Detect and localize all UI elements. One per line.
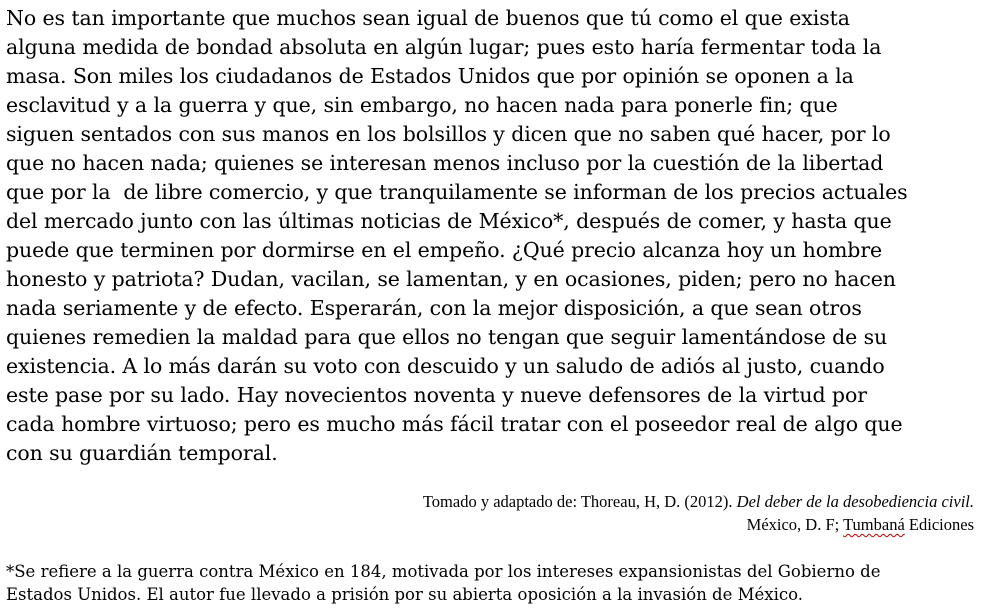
citation-publisher-flagged[interactable]: Tumbaná — [843, 515, 905, 534]
citation-prefix: Tomado y adaptado de: Thoreau, H, D. (2012). — [422, 492, 737, 511]
footnote-line: Estados Unidos. El autor fue llevado a prisión por su abierta oposición a la invasión de México. — [6, 585, 804, 604]
passage-line: masa. Son miles los ciudadanos de Estados Unidos que por opinión se oponen a la — [6, 64, 854, 88]
passage-line: alguna medida de bondad absoluta en algún lugar; pues esto haría fermentar toda la — [6, 35, 882, 59]
footnote — [6, 560, 978, 606]
passage-line: puede que terminen por dormirse en el empeño. ¿Qué precio alcanza hoy un hombre — [6, 238, 883, 262]
passage-line: que no hacen nada; quienes se interesan menos incluso por la cuestión de la libertad — [6, 151, 884, 175]
passage-line: que por la de libre comercio, y que tranquilamente se informan de los precios actuales — [6, 180, 908, 204]
passage-line: con su guardián temporal. — [6, 441, 278, 465]
citation-line-1 — [423, 490, 974, 513]
citation-publisher-rest: Ediciones — [904, 515, 974, 534]
footnote-line: *Se refiere a la guerra contra México en 184, motivada por los intereses expansionistas del Gobierno de — [6, 562, 881, 581]
citation-line-2 — [423, 513, 974, 536]
passage-line: siguen sentados con sus manos en los bolsillos y dicen que no saben qué hacer, por lo — [6, 122, 891, 146]
passage-line: honesto y patriota? Dudan, vacilan, se lamentan, y en ocasiones, piden; pero no hacen — [6, 267, 896, 291]
passage-line: No es tan importante que muchos sean igual de buenos que tú como el que exista — [6, 6, 850, 30]
passage-line: quienes remedien la maldad para que ellos no tengan que seguir lamentándose de su — [6, 325, 888, 349]
passage-line: este pase por su lado. Hay novecientos noventa y nueve defensores de la virtud por — [6, 383, 867, 407]
main-passage — [6, 4, 978, 468]
citation-place: México, D. F; — [746, 515, 844, 534]
citation-title: Del deber de la desobediencia civil. — [736, 492, 974, 511]
passage-line: del mercado junto con las últimas noticias de México*, después de comer, y hasta que — [6, 209, 892, 233]
passage-line: esclavitud y a la guerra y que, sin embargo, no hacen nada para ponerle fin; que — [6, 93, 838, 117]
passage-line: cada hombre virtuoso; pero es mucho más fácil tratar con el poseedor real de algo que — [6, 412, 903, 436]
passage-line: existencia. A lo más darán su voto con descuido y un saludo de adiós al justo, cuando — [6, 354, 885, 378]
passage-line: nada seriamente y de efecto. Esperarán, con la mejor disposición, a que sean otros — [6, 296, 862, 320]
source-citation — [423, 490, 974, 536]
